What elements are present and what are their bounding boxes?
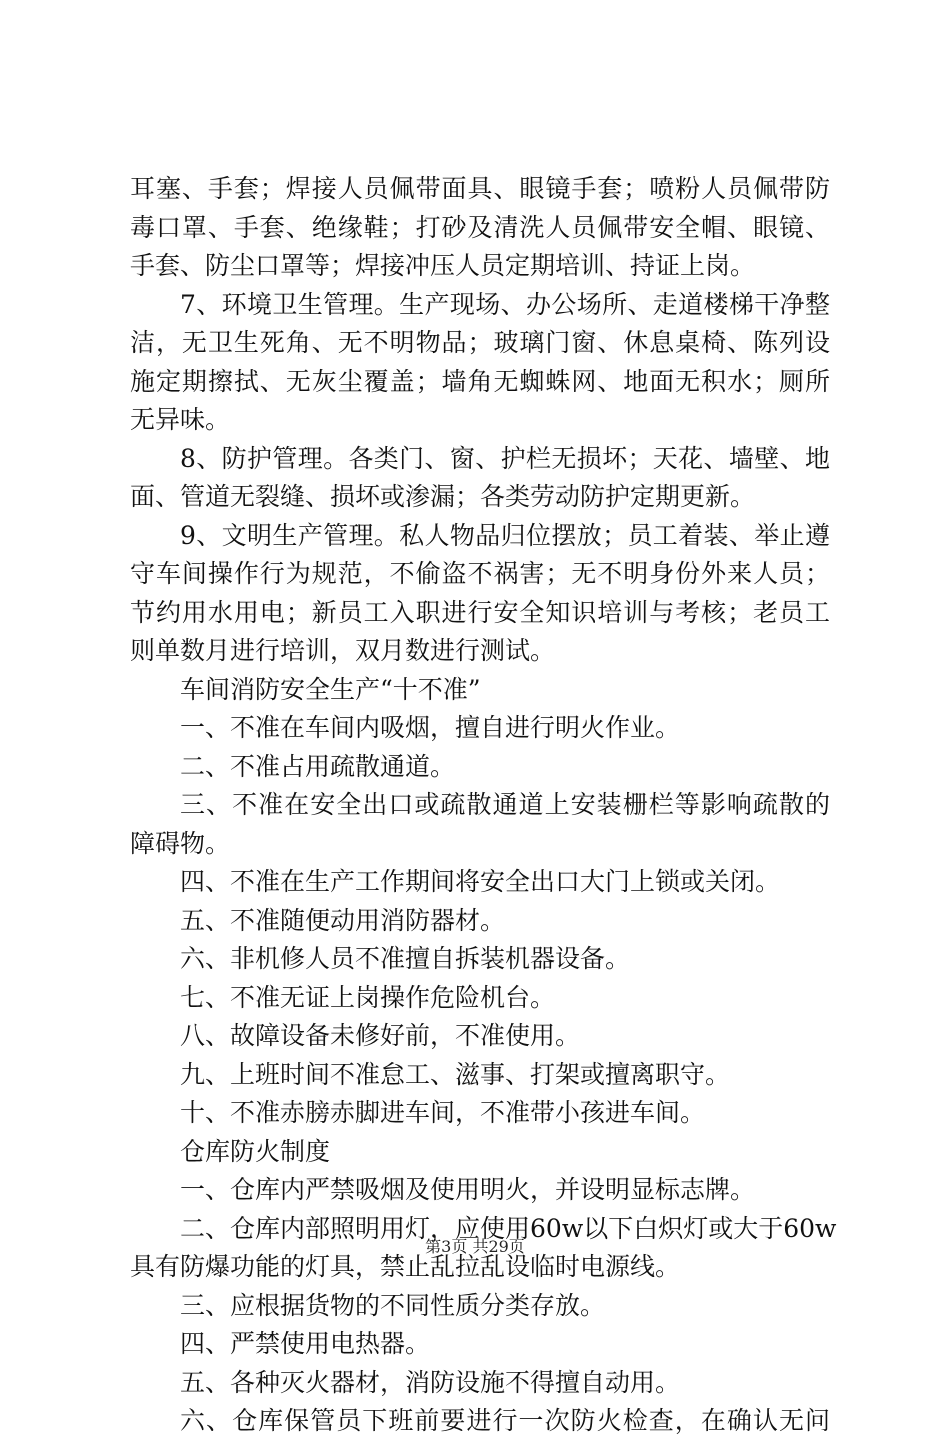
body-line: 四、不准在生产工作期间将安全出口大门上锁或关闭。 <box>180 867 781 896</box>
body-line: 节约用水用电；新员工入职进行安全知识培训与考核；老员工 <box>130 597 830 627</box>
body-line: 施定期擦拭、无灰尘覆盖；墙角无蜘蛛网、地面无积水；厕所 <box>130 366 830 396</box>
body-line: 无异味。 <box>130 405 231 434</box>
body-line: 面、管道无裂缝、损坏或渗漏；各类劳动防护定期更新。 <box>130 482 756 511</box>
body-line: 守车间操作行为规范，不偷盗不祸害；无不明身份外来人员； <box>130 559 830 588</box>
body-line: 五、各种灭火器材，消防设施不得擅自动用。 <box>180 1367 681 1397</box>
body-line: 四、严禁使用电热器。 <box>180 1329 431 1358</box>
body-line: 七、不准无证上岗操作危险机台。 <box>180 982 556 1012</box>
body-line: 二、不准占用疏散通道。 <box>180 751 456 781</box>
body-line: 7、环境卫生管理。生产现场、办公场所、走道楼梯干净整 <box>180 289 830 319</box>
body-line: 五、不准随便动用消防器材。 <box>180 905 506 935</box>
body-line: 三、不准在安全出口或疏散通道上安装栅栏等影响疏散的 <box>180 790 830 819</box>
body-line: 8、防护管理。各类门、窗、护栏无损坏；天花、墙壁、地 <box>180 443 830 473</box>
body-line: 三、应根据货物的不同性质分类存放。 <box>180 1290 606 1320</box>
body-line: 洁，无卫生死角、无不明物品；玻璃门窗、休息桌椅、陈列设 <box>130 328 830 357</box>
body-line: 则单数月进行培训，双月数进行测试。 <box>130 636 556 665</box>
body-line: 二、仓库内部照明用灯，应使用60w以下白炽灯或大于60w <box>180 1213 837 1243</box>
body-line: 具有防爆功能的灯具，禁止乱拉乱设临时电源线。 <box>130 1252 681 1281</box>
body-line: 九、上班时间不准怠工、滋事、打架或擅离职守。 <box>180 1059 731 1089</box>
body-line: 八、故障设备未修好前，不准使用。 <box>180 1021 581 1050</box>
body-line: 六、非机修人员不准擅自拆装机器设备。 <box>180 944 631 973</box>
body-line: 一、仓库内严禁吸烟及使用明火，并设明显标志牌。 <box>180 1175 756 1204</box>
section-heading: 车间消防安全生产“十不准” <box>180 674 481 704</box>
body-line: 十、不准赤膀赤脚进车间，不准带小孩进车间。 <box>180 1098 706 1127</box>
body-line: 六、仓库保管员下班前要进行一次防火检查，在确认无问 <box>180 1406 830 1435</box>
body-line: 毒口罩、手套、绝缘鞋；打砂及清洗人员佩带安全帽、眼镜、 <box>130 212 830 242</box>
body-line: 障碍物。 <box>130 828 231 858</box>
body-line: 耳塞、手套；焊接人员佩带面具、眼镜手套；喷粉人员佩带防 <box>130 174 830 203</box>
section-heading: 仓库防火制度 <box>180 1136 331 1166</box>
body-line: 一、不准在车间内吸烟，擅自进行明火作业。 <box>180 713 681 742</box>
page-number-footer: 第3页 共29页 <box>425 1237 525 1256</box>
body-line: 手套、防尘口罩等；焊接冲压人员定期培训、持证上岗。 <box>130 251 756 280</box>
body-line: 9、文明生产管理。私人物品归位摆放；员工着装、举止遵 <box>180 520 830 550</box>
